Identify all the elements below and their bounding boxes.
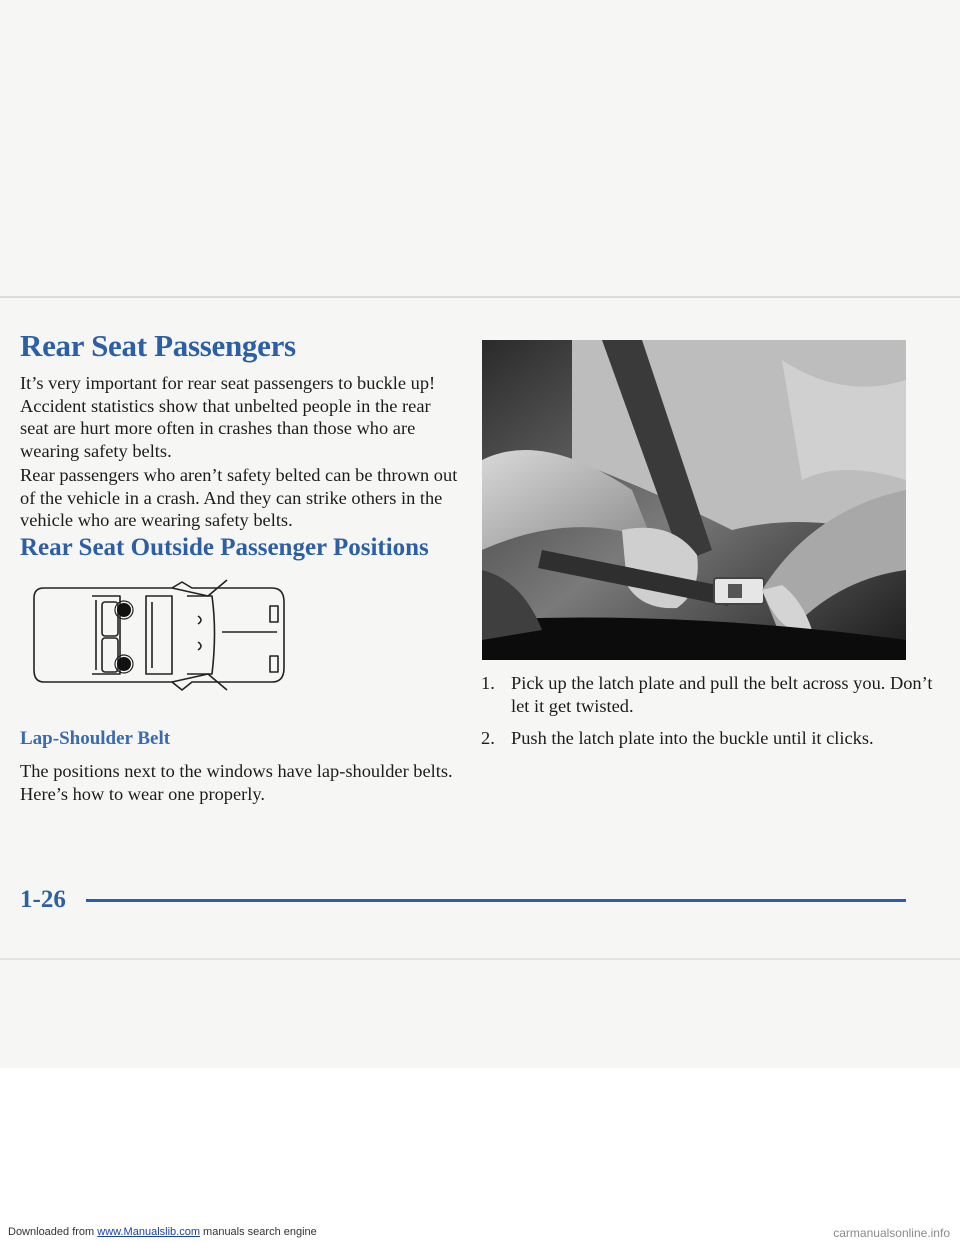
page-heading: Rear Seat Passengers — [20, 328, 296, 363]
thrown-paragraph: Rear passengers who aren’t safety belted can be thrown out of the vehicle in a crash. And they can strike others in the vehicle who are wearing safety belts. — [20, 465, 458, 530]
intro-paragraph: It’s very important for rear seat passengers to buckle up! Accident statistics show that unbelted people in the rear seat are hurt more often in crashes than those who are wearing safety belts. — [20, 373, 436, 461]
manualslib-link[interactable]: www.Manualslib.com — [97, 1226, 200, 1238]
step-number: 1. — [481, 673, 495, 693]
site-watermark: carmanualsonline.info — [833, 1226, 950, 1240]
step-item — [481, 672, 941, 717]
download-footer — [8, 1226, 317, 1238]
lap-shoulder-heading: Lap-Shoulder Belt — [20, 728, 171, 749]
footer-suffix: manuals search engine — [199, 1226, 317, 1238]
step-number: 2. — [481, 728, 495, 748]
step-text: Push the latch plate into the buckle until it clicks. — [511, 728, 874, 748]
page-number-rule — [86, 899, 906, 902]
section-heading: Rear Seat Outside Passenger Positions — [20, 534, 429, 561]
seat-belt-photo — [482, 340, 906, 660]
lap-shoulder-paragraph: The positions next to the windows have lap-shoulder belts. Here’s how to wear one properly. — [20, 761, 453, 804]
vehicle-seating-diagram — [22, 572, 292, 694]
top-divider — [0, 296, 960, 298]
instruction-steps — [481, 672, 941, 760]
footer-prefix: Downloaded from — [8, 1226, 98, 1238]
page-number: 1-26 — [20, 886, 66, 913]
step-item — [481, 727, 941, 750]
step-text: Pick up the latch plate and pull the belt across you. Don’t let it get twisted. — [511, 673, 933, 716]
bottom-divider — [0, 958, 960, 960]
